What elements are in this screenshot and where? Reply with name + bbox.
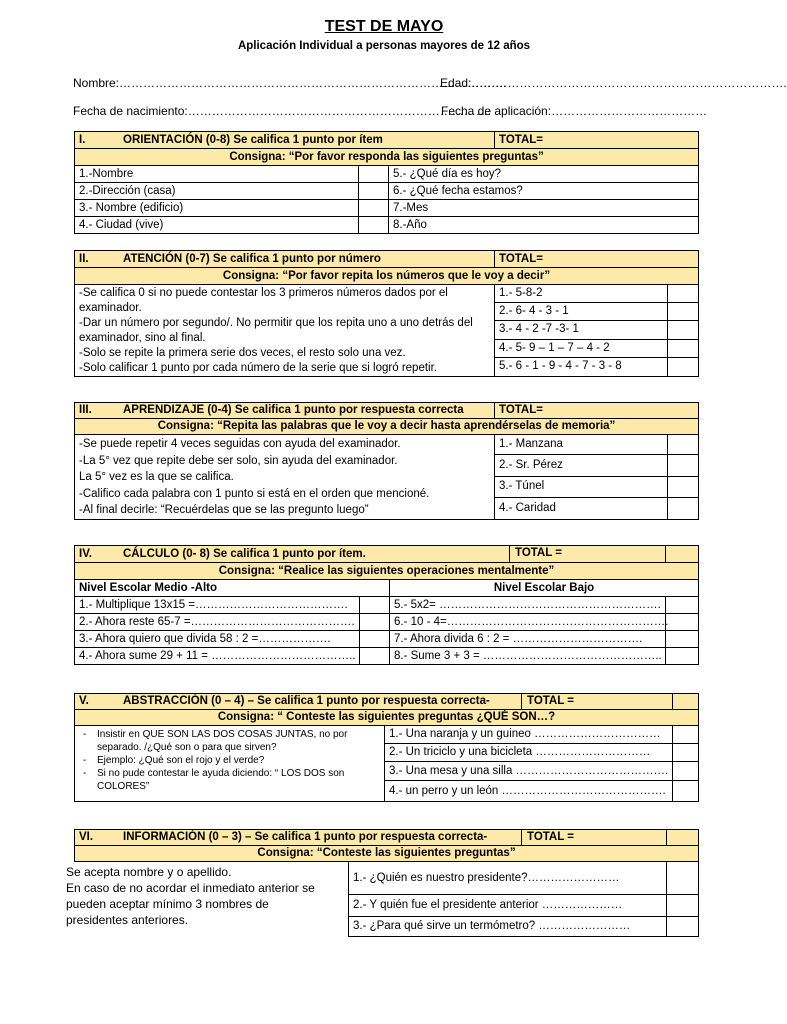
instruction: -Solo se repite la primera serie dos veces, el resto solo una vez. — [79, 347, 406, 359]
score-cell[interactable] — [359, 200, 389, 217]
instruction: -Solo calificar 1 punto por cada número de la serie que si logró repetir. — [79, 362, 437, 374]
item: 1.- Manzana — [495, 435, 668, 455]
fecha-nacimiento-field[interactable]: Fecha de nacimiento:…………………………………………………………………. — [73, 104, 492, 118]
section-orientacion — [74, 131, 699, 234]
instructions — [75, 435, 495, 520]
total-field[interactable]: TOTAL= — [495, 132, 699, 149]
section-abstraccion — [74, 693, 699, 802]
item: 3.- Una mesa y una silla …………………………………. — [385, 762, 673, 781]
score-cell[interactable] — [666, 648, 699, 665]
score-cell[interactable] — [360, 648, 390, 665]
instruction: En caso de no acordar el inmediato anterior se pueden aceptar mínimo 3 nombres de presidentes anteriores. — [66, 881, 315, 927]
item: 2.-Dirección (casa) — [75, 183, 359, 200]
section-header: III. APRENDIZAJE (0-4) Se califica 1 punto por respuesta correcta — [75, 403, 495, 419]
nombre-field[interactable]: Nombre:……………………………………………………………………………………. — [73, 76, 507, 90]
score-cell[interactable] — [668, 321, 699, 339]
score-cell[interactable] — [359, 217, 389, 234]
item: 4.- Ciudad (vive) — [75, 217, 359, 234]
section-header: VI. INFORMACIÓN (0 – 3) – Se califica 1 punto por respuesta correcta- TOTAL = — [75, 830, 667, 846]
total-field[interactable]: TOTAL= — [495, 251, 699, 268]
score-cell[interactable] — [360, 614, 390, 631]
column-header-bajo: Nivel Escolar Bajo — [390, 580, 699, 597]
item: 7.-Mes — [389, 200, 699, 217]
score-cell[interactable] — [667, 895, 699, 917]
item: 8.-Año — [389, 217, 699, 234]
section-aprendizaje — [74, 402, 699, 520]
score-cell[interactable] — [668, 498, 699, 519]
instruction: -Califico cada palabra con 1 punto si está en el orden que mencioné. — [79, 487, 430, 500]
item: 4.- Ahora sume 29 + 11 = ……………………………….. — [75, 648, 360, 665]
item: 1.- 5-8-2 — [495, 285, 668, 303]
item: 2.- Ahora reste 65-7 =……………………………………. — [75, 614, 360, 631]
section-header: IV. CÁLCULO (0- 8) Se califica 1 punto por ítem. TOTAL = — [75, 546, 666, 563]
total-field[interactable]: TOTAL = — [515, 547, 562, 559]
instructions — [75, 726, 385, 802]
score-cell[interactable] — [668, 303, 699, 321]
item: 2.- Y quién fue el presidente anterior ………………… — [349, 895, 667, 917]
item: 3.- Nombre (edificio) — [75, 200, 359, 217]
item: 8.- Sume 3 + 3 = ……………………………………….. — [390, 648, 666, 665]
edad-field[interactable]: Edad:……………………………………………………………………. — [440, 76, 787, 90]
instruction: -Se califica 0 si no puede contestar los 3 primeros números dados por el examinador. — [79, 287, 448, 314]
item: 5.- 5x2= …………………………………………………. — [390, 597, 666, 614]
score-cell[interactable] — [673, 762, 699, 781]
consigna: Consigna: “Por favor repita los números que le voy a decir” — [75, 268, 699, 285]
item: 7.- Ahora divida 6 : 2 = ……………………………. — [390, 631, 666, 648]
score-cell[interactable] — [673, 726, 699, 744]
section-header: II. ATENCIÓN (0-7) Se califica 1 punto por número — [75, 251, 495, 268]
item: 5.- 6 - 1 - 9 - 4 - 7 - 3 - 8 — [495, 357, 668, 376]
item: 3.- ¿Para qué sirve un termómetro? …………………… — [349, 917, 667, 937]
instruction: La 5° vez es la que se califica. — [79, 471, 234, 483]
total-field[interactable]: TOTAL= — [495, 403, 699, 419]
instruction: -La 5° vez que repite debe ser solo, sin ayuda del examinador. — [79, 454, 398, 467]
item: 1.- Una naranja y un guineo …………………………… — [385, 726, 673, 744]
score-cell[interactable] — [359, 166, 389, 183]
item: 4.- 5- 9 – 1 – 7 – 4 - 2 — [495, 339, 668, 357]
consigna: Consigna: “Realice las siguientes operaciones mentalmente” — [75, 563, 699, 580]
item: 3.- Ahora quiero que divida 58 : 2 =………………. — [75, 631, 360, 648]
item: 3.- 4 - 2 -7 -3- 1 — [495, 321, 668, 339]
item: 5.- ¿Qué día es hoy? — [389, 166, 699, 183]
instructions — [66, 864, 326, 928]
score-cell[interactable] — [667, 862, 699, 895]
score-cell[interactable] — [666, 597, 699, 614]
section-header: V. ABSTRACCIÓN (0 – 4) – Se califica 1 punto por respuesta correcta- TOTAL = — [75, 694, 673, 710]
score-cell[interactable] — [668, 455, 699, 476]
page-title: TEST DE MAYO — [324, 18, 444, 35]
item: 4.- Caridad — [495, 498, 668, 519]
item: 1.-Nombre — [75, 166, 359, 183]
score-cell[interactable] — [668, 435, 699, 455]
instruction: -Al final decirle: “Recuérdelas que se las pregunto luego” — [79, 504, 369, 516]
fecha-aplicacion-field[interactable]: Fecha de aplicación:………………………………… — [441, 104, 708, 118]
item: 2.- 6- 4 - 3 - 1 — [495, 303, 668, 321]
total-field[interactable]: TOTAL = — [527, 831, 574, 843]
item: 4.- un perro y un león ……………………………………. — [385, 781, 673, 802]
instruction: - Insistir en QUE SON LAS DOS COSAS JUNTAS, no por separado. /¿Qué son o para que sirven? — [97, 728, 380, 754]
item: 1.- Multiplique 13x15 =…………………………………. — [75, 597, 360, 614]
score-cell[interactable] — [673, 744, 699, 762]
score-cell[interactable] — [360, 631, 390, 648]
score-cell[interactable] — [668, 339, 699, 357]
item: 6.- 10 - 4=…………………………………………………. — [390, 614, 666, 631]
column-header-medio-alto: Nivel Escolar Medio -Alto — [75, 580, 390, 597]
instruction: -Dar un número por segundo/. No permitir que los repita uno a uno detrás del examinador, sino al final. — [79, 317, 473, 344]
item: 1.- ¿Quién es nuestro presidente?…………………… — [349, 862, 667, 895]
score-cell[interactable] — [668, 285, 699, 303]
section-calculo — [74, 545, 699, 665]
instruction: - Ejemplo: ¿Qué son el rojo y el verde? — [97, 754, 380, 767]
consigna: Consigna: “Por favor responda las siguientes preguntas” — [75, 149, 699, 166]
page-subtitle: Aplicación Individual a personas mayores de 12 años — [237, 40, 531, 52]
consigna: Consigna: “Conteste las siguientes preguntas” — [75, 846, 699, 862]
score-cell[interactable] — [360, 597, 390, 614]
section-atencion — [74, 250, 699, 377]
total-field[interactable]: TOTAL = — [527, 695, 574, 707]
score-cell[interactable] — [668, 357, 699, 376]
instructions — [75, 285, 495, 377]
score-cell[interactable] — [666, 614, 699, 631]
score-cell[interactable] — [666, 631, 699, 648]
item: 3.- Túnel — [495, 476, 668, 497]
section-header: I. ORIENTACIÓN (0-8) Se califica 1 punto por ítem — [75, 132, 495, 149]
item: 2.- Sr. Pérez — [495, 455, 668, 476]
item: 2.- Un triciclo y una bicicleta ………………………… — [385, 744, 673, 762]
consigna: Consigna: “ Conteste las siguientes preguntas ¿QUÉ SON…? — [75, 710, 699, 726]
score-cell[interactable] — [673, 781, 699, 802]
instruction: Se acepta nombre y o apellido. — [66, 865, 232, 879]
instruction: - Si no pude contestar le ayuda diciendo: “ LOS DOS son COLORES” — [97, 767, 380, 793]
score-cell[interactable] — [668, 476, 699, 497]
instruction: -Se puede repetir 4 veces seguidas con ayuda del examinador. — [79, 438, 401, 450]
score-cell[interactable] — [667, 917, 699, 937]
score-cell[interactable] — [359, 183, 389, 200]
item: 6.- ¿Qué fecha estamos? — [389, 183, 699, 200]
consigna: Consigna: “Repita las palabras que le voy a decir hasta aprendérselas de memoria” — [75, 419, 699, 435]
